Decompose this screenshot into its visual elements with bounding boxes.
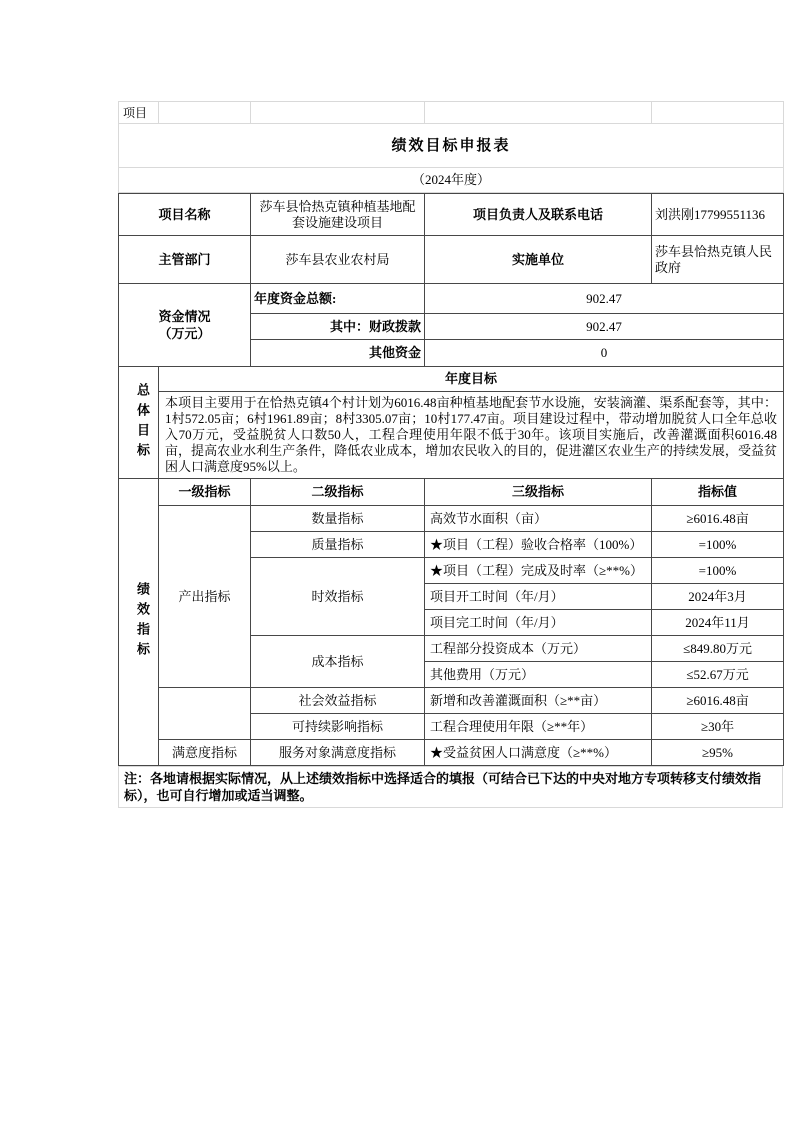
- indicator-name: ★项目（工程）验收合格率（100%）: [425, 532, 652, 558]
- level2-quantity: 数量指标: [251, 506, 425, 532]
- level1-satisfaction: 满意度指标: [159, 740, 251, 766]
- project-name-label: 项目名称: [119, 194, 251, 236]
- header-strip-table: [118, 101, 784, 193]
- funding-other-label: 其他资金: [251, 340, 425, 367]
- project-name-value: 莎车县恰热克镇种植基地配套设施建设项目: [251, 194, 425, 236]
- level2-sustainability: 可持续影响指标: [251, 714, 425, 740]
- indicator-name: 工程合理使用年限（≥**年）: [425, 714, 652, 740]
- header-level2: 二级指标: [251, 479, 425, 506]
- indicator-value: 2024年11月: [652, 610, 784, 636]
- indicator-row: [119, 740, 784, 766]
- indicator-name: 项目开工时间（年/月）: [425, 584, 652, 610]
- indicator-name: ★项目（工程）完成及时率（≥**%）: [425, 558, 652, 584]
- funding-total-row: [119, 284, 784, 314]
- level2-social-benefit: 社会效益指标: [251, 688, 425, 714]
- indicator-name: 其他费用（万元）: [425, 662, 652, 688]
- implementer-value: 莎车县恰热克镇人民政府: [652, 236, 784, 284]
- indicator-header-row: [119, 479, 784, 506]
- subtitle-row: [119, 168, 784, 193]
- level2-cost: 成本指标: [251, 636, 425, 688]
- annual-goal-text-row: [119, 392, 784, 479]
- level2-timeliness: 时效指标: [251, 558, 425, 636]
- manager-value: 刘洪刚17799551136: [652, 194, 784, 236]
- funding-section-label: 资金情况（万元）: [119, 284, 251, 367]
- header-level3: 三级指标: [425, 479, 652, 506]
- indicator-name: 高效节水面积（亩）: [425, 506, 652, 532]
- project-row: [119, 194, 784, 236]
- level2-service-satisfaction: 服务对象满意度指标: [251, 740, 425, 766]
- funding-total-value: 902.47: [425, 284, 784, 314]
- level1-benefit: [159, 688, 251, 740]
- indicator-name: 新增和改善灌溉面积（≥**亩）: [425, 688, 652, 714]
- form-subtitle: （2024年度）: [119, 168, 784, 193]
- top-strip-row: [119, 102, 784, 124]
- form-title: 绩效目标申报表: [119, 124, 784, 168]
- indicators-side-label: 绩效指标: [119, 479, 159, 766]
- manager-label: 项目负责人及联系电话: [425, 194, 652, 236]
- level1-output: 产出指标: [159, 506, 251, 688]
- indicator-value: ≤52.67万元: [652, 662, 784, 688]
- funding-other-value: 0: [425, 340, 784, 367]
- header-level1: 一级指标: [159, 479, 251, 506]
- empty-cell: [652, 102, 784, 124]
- indicator-value: ≥30年: [652, 714, 784, 740]
- indicator-row: [119, 688, 784, 714]
- note-text: 注：各地请根据实际情况，从上述绩效指标中选择适合的填报（可结合已下达的中央对地方专项转移支付绩效指标），也可自行增加或适当调整。: [118, 766, 783, 808]
- indicator-value: 2024年3月: [652, 584, 784, 610]
- funding-total-label: 年度资金总额:: [251, 284, 425, 314]
- main-form-table: [118, 193, 784, 766]
- indicator-value: ≥95%: [652, 740, 784, 766]
- indicator-name: 项目完工时间（年/月）: [425, 610, 652, 636]
- form-sheet: [118, 101, 784, 808]
- indicator-name: ★受益贫困人口满意度（≥**%）: [425, 740, 652, 766]
- indicator-row: [119, 506, 784, 532]
- annual-goal-text: 本项目主要用于在恰热克镇4个村计划为6016.48亩种植基地配套节水设施，安装滴灌、渠系配套等，其中：1村572.05亩；6村1961.89亩；8村3305.07亩；10村177.47亩。项目建设过程中，带动增加脱贫人口全年总收入70万元，受益脱贫人口数50人，工程合理使用年限不低于30年。该项目实施后，改善灌溉面积6016.48亩，提高农业水利生产条件，降低农业成本，增加农民收入的目的，促进灌区农业生产的持续发展，受益贫困人口满意度95%以上。: [159, 392, 784, 479]
- indicator-value: ≥6016.48亩: [652, 688, 784, 714]
- level2-quality: 质量指标: [251, 532, 425, 558]
- implementer-label: 实施单位: [425, 236, 652, 284]
- department-row: [119, 236, 784, 284]
- empty-cell: [159, 102, 251, 124]
- funding-fiscal-value: 902.47: [425, 314, 784, 340]
- annual-goal-header: 年度目标: [159, 367, 784, 392]
- department-value: 莎车县农业农村局: [251, 236, 425, 284]
- department-label: 主管部门: [119, 236, 251, 284]
- empty-cell: [251, 102, 425, 124]
- indicator-value: =100%: [652, 532, 784, 558]
- header-value: 指标值: [652, 479, 784, 506]
- title-row: [119, 124, 784, 168]
- empty-cell: [425, 102, 652, 124]
- annual-goal-header-row: [119, 367, 784, 392]
- indicator-value: ≥6016.48亩: [652, 506, 784, 532]
- indicator-name: 工程部分投资成本（万元）: [425, 636, 652, 662]
- funding-fiscal-label: 其中：财政拨款: [251, 314, 425, 340]
- corner-cell: 项目: [119, 102, 159, 124]
- indicator-value: ≤849.80万元: [652, 636, 784, 662]
- overall-goal-side-label: 总体目标: [119, 367, 159, 479]
- indicator-value: =100%: [652, 558, 784, 584]
